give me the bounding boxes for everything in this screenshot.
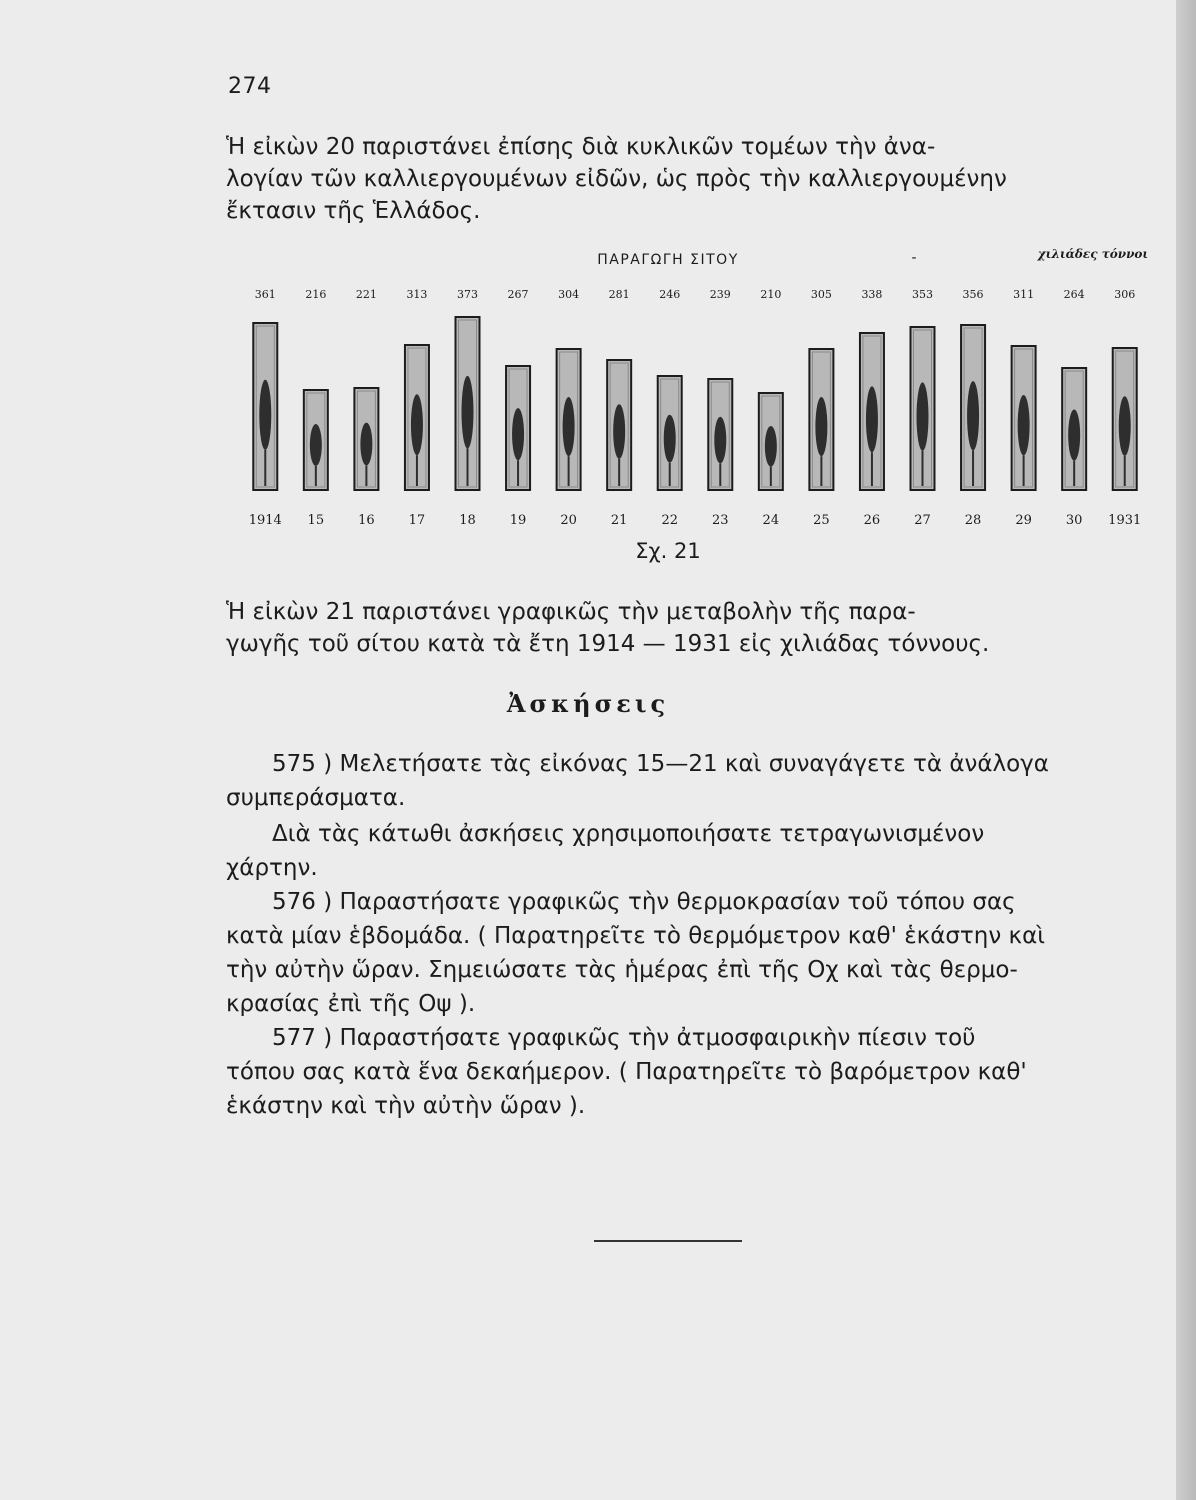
figure-description [226, 596, 1138, 660]
year-tick-label: 25 [813, 513, 830, 528]
wheat-production-chart [200, 240, 1170, 570]
bar-value-label: 313 [406, 288, 428, 301]
exercise-line: τόπου σας κατὰ ἕνα δεκαήμερον. ( Παρατηρεῖτε τὸ βαρόμετρον καθ' [226, 1059, 1027, 1085]
wheat-ear-icon [866, 386, 878, 452]
wheat-ear-icon [765, 426, 777, 467]
bar-value-label: 353 [912, 288, 933, 301]
description-line: Ἡ εἰκὼν 21 παριστάνει γραφικῶς τὴν μεταβολὴν τῆς παρα- [226, 599, 916, 625]
wheat-ear-icon [360, 423, 372, 466]
bar-value-label: 311 [1013, 288, 1035, 301]
chart-unit-label: χιλιάδες τόννοι [1037, 247, 1149, 261]
wheat-ear-icon [259, 380, 271, 450]
bar-value-label: 221 [355, 288, 377, 301]
year-tick-label: 17 [408, 513, 426, 528]
exercise-line: κρασίας ἐπὶ τῆς Οψ ). [226, 991, 476, 1017]
year-tick-label: 30 [1065, 513, 1083, 528]
description-line: γωγῆς τοῦ σίτου κατὰ τὰ ἔτη 1914 — 1931 εἰς χιλιάδας τόννους. [226, 631, 990, 657]
year-tick-label: 28 [964, 513, 982, 528]
bar-value-label: 210 [760, 288, 782, 301]
wheat-ear-icon [714, 417, 726, 464]
intro-line: Ἡ εἰκὼν 20 παριστάνει ἐπίσης διὰ κυκλικῶν τομέων τὴν ἀνα- [226, 134, 936, 160]
exercise-line: 576 ) Παραστήσατε γραφικῶς τὴν θερμοκρασίαν τοῦ τόπου σας [272, 889, 1016, 915]
year-tick-label: 16 [358, 513, 375, 528]
year-tick-label: 1914 [248, 513, 282, 528]
intro-line: ἔκτασιν τῆς Ἑλλάδος. [226, 198, 481, 224]
exercise-line: κατὰ μίαν ἑβδομάδα. ( Παρατηρεῖτε τὸ θερμόμετρον καθ' ἑκάστην καὶ [226, 923, 1046, 949]
year-tick-label: 27 [914, 513, 931, 528]
bar-value-label: 373 [457, 288, 478, 301]
exercises-heading: Ἀσκήσεις [506, 689, 670, 718]
bar-value-label: 305 [810, 288, 832, 301]
chart-title-dash: - [911, 250, 917, 266]
bar-value-label: 246 [659, 288, 681, 301]
intro-paragraph [226, 131, 1138, 227]
year-tick-label: 24 [762, 513, 780, 528]
bar-value-label: 361 [254, 288, 276, 301]
bar-value-label: 304 [558, 288, 580, 301]
chart-svg [200, 240, 1170, 570]
wheat-ear-icon [563, 397, 575, 456]
exercise-576 [226, 885, 1138, 1021]
note-line: Διὰ τὰς κάτωθι ἀσκήσεις χρησιμοποιήσατε τετραγωνισμένον [272, 821, 985, 847]
wheat-ear-icon [1119, 396, 1131, 456]
year-tick-label: 22 [661, 513, 678, 528]
wheat-ear-icon [310, 424, 322, 466]
exercise-line: τὴν αὐτὴν ὥραν. Σημειώσατε τὰς ἡμέρας ἐπὶ τῆς Οχ καὶ τὰς θερμο- [226, 957, 1018, 983]
wheat-ear-icon [512, 408, 524, 460]
wheat-ear-icon [411, 394, 423, 455]
page-number: 274 [228, 74, 272, 99]
year-tick-label: 26 [863, 513, 881, 528]
end-rule [594, 1240, 742, 1242]
year-tick-label: 18 [459, 513, 476, 528]
year-tick-label: 1931 [1108, 513, 1142, 528]
wheat-ear-icon [967, 381, 979, 450]
chart-title: ΠΑΡΑΓΩΓΗ ΣΙΤΟΥ [597, 252, 739, 268]
exercise-line: 577 ) Παραστήσατε γραφικῶς τὴν ἀτμοσφαιρικὴν πίεσιν τοῦ [272, 1025, 976, 1051]
year-tick-label: 20 [560, 513, 577, 528]
bar-value-label: 356 [962, 288, 984, 301]
year-tick-label: 21 [610, 513, 628, 528]
bar-value-label: 306 [1114, 288, 1136, 301]
year-tick-label: 15 [307, 513, 325, 528]
bar-value-label: 216 [305, 288, 327, 301]
graph-paper-note [226, 817, 1138, 885]
wheat-ear-icon [613, 404, 625, 459]
binding-shadow [1176, 0, 1196, 1500]
wheat-ear-icon [1068, 409, 1080, 460]
bar-value-label: 338 [861, 288, 883, 301]
exercise-line: ἑκάστην καὶ τὴν αὐτὴν ὥραν ). [226, 1093, 586, 1119]
bar-value-label: 239 [709, 288, 731, 301]
wheat-ear-icon [462, 376, 474, 449]
intro-line: λογίαν τῶν καλλιεργουμένων εἰδῶν, ὡς πρὸς τὴν καλλιεργουμένην [226, 166, 1007, 192]
bar-group [249, 288, 1142, 528]
bar-value-label: 264 [1063, 288, 1085, 301]
year-tick-label: 29 [1015, 513, 1032, 528]
wheat-ear-icon [1018, 395, 1030, 455]
year-tick-label: 19 [509, 513, 527, 528]
year-tick-label: 23 [712, 513, 729, 528]
wheat-ear-icon [664, 415, 676, 463]
wheat-ear-icon [917, 382, 929, 450]
exercise-577 [226, 1021, 1138, 1123]
chart-caption: Σχ. 21 [635, 539, 701, 563]
exercise-575 [226, 747, 1138, 815]
wheat-ear-icon [815, 397, 827, 456]
exercise-line: συμπεράσματα. [226, 785, 406, 811]
bar-value-label: 281 [608, 288, 630, 301]
note-line: χάρτην. [226, 855, 318, 881]
bar-value-label: 267 [507, 288, 529, 301]
exercise-line: 575 ) Μελετήσατε τὰς εἰκόνας 15—21 καὶ συναγάγετε τὰ ἀνάλογα [272, 751, 1049, 777]
